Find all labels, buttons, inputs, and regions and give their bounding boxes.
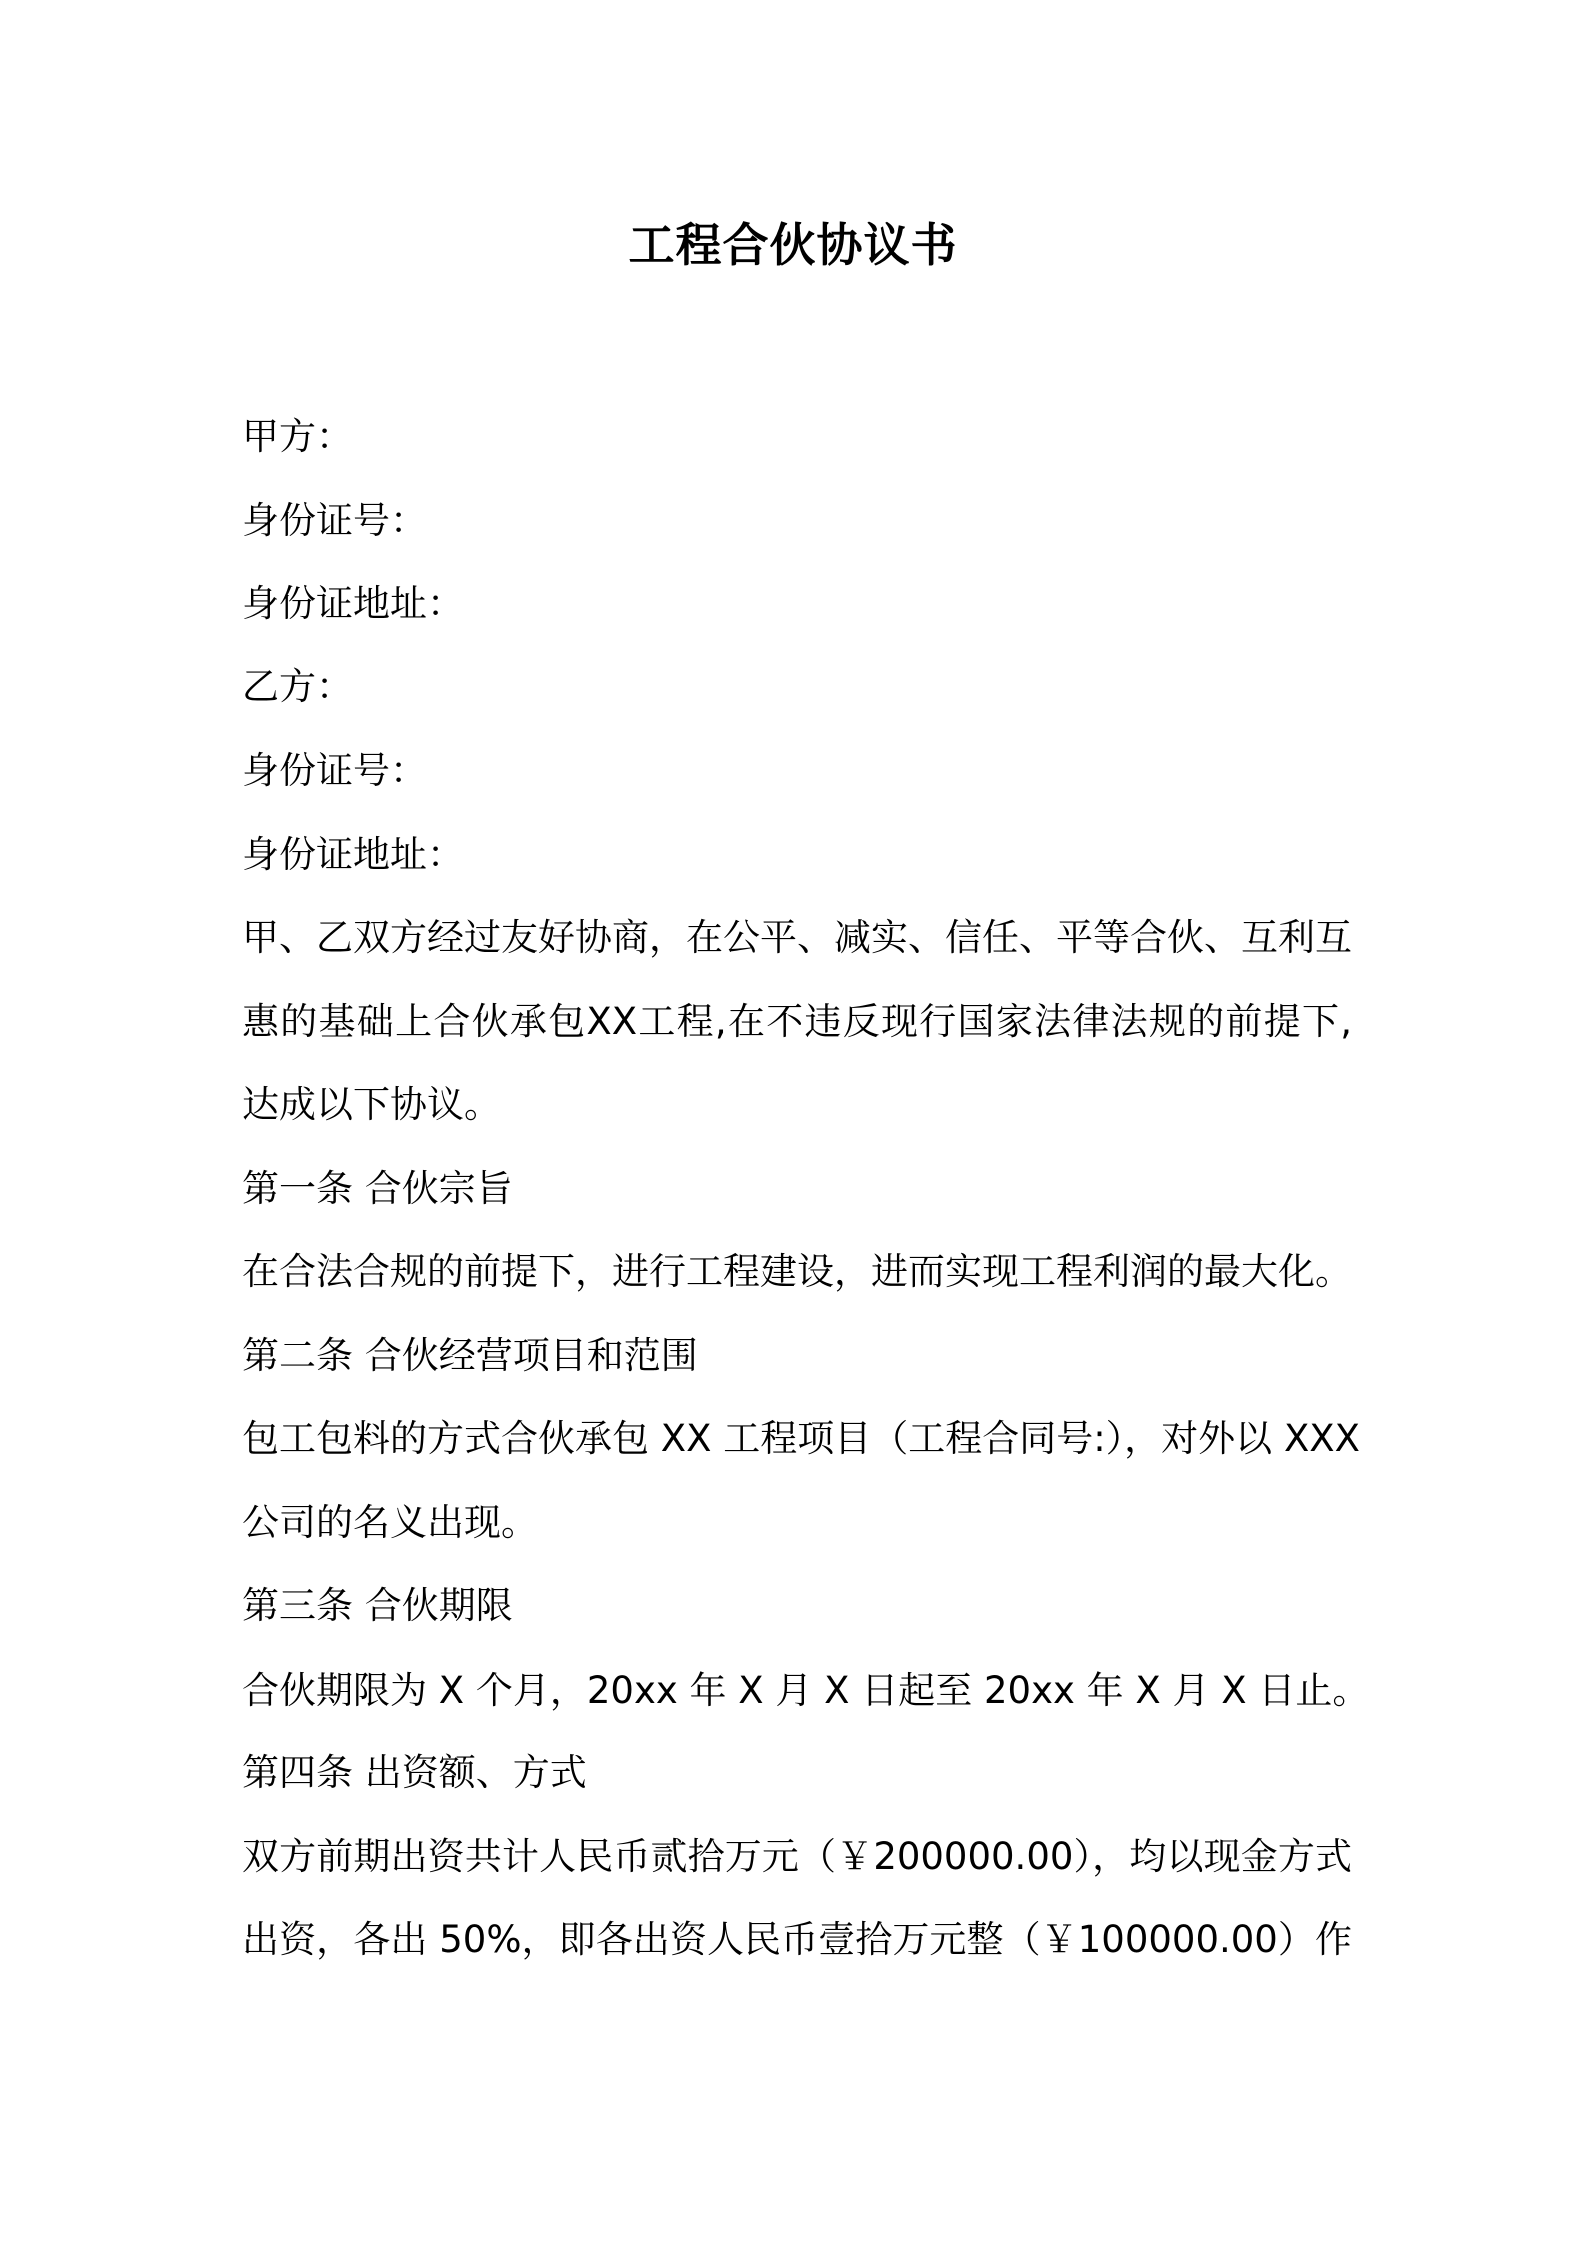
article-4-body-line-1: 双方前期出资共计人民币贰拾万元（￥200000.00），均以现金方式 xyxy=(242,1835,1352,1878)
article-2-body-line-1: 包工包料的方式合伙承包 XX 工程项目（工程合同号:），对外以 XXX xyxy=(242,1417,1360,1460)
party-a-id-number-label: 身份证号： xyxy=(242,499,427,542)
article-3-heading: 第三条 合伙期限 xyxy=(242,1584,513,1627)
party-a-id-address-label: 身份证地址： xyxy=(242,582,464,625)
article-4-heading: 第四条 出资额、方式 xyxy=(242,1751,587,1794)
preamble-line-1: 甲、乙双方经过友好协商，在公平、减实、信任、平等合伙、互利互 xyxy=(242,916,1352,959)
party-b-id-address-label: 身份证地址： xyxy=(242,833,464,876)
article-2-heading: 第二条 合伙经营项目和范围 xyxy=(242,1334,698,1377)
article-4-body-line-2: 出资，各出 50%，即各出资人民币壹拾万元整（￥100000.00）作 xyxy=(242,1918,1352,1961)
article-1-body: 在合法合规的前提下，进行工程建设，进而实现工程利润的最大化。 xyxy=(242,1250,1352,1293)
document-title: 工程合伙协议书 xyxy=(628,218,958,272)
party-b-label: 乙方： xyxy=(242,665,353,708)
preamble-line-3: 达成以下协议。 xyxy=(242,1083,501,1126)
preamble-line-2: 惠的基础上合伙承包XX工程,在不违反现行国家法律法规的前提下, xyxy=(242,1000,1352,1043)
party-a-label: 甲方： xyxy=(242,415,353,458)
article-1-heading: 第一条 合伙宗旨 xyxy=(242,1167,513,1210)
party-b-id-number-label: 身份证号： xyxy=(242,749,427,792)
article-2-body-line-2: 公司的名义出现。 xyxy=(242,1501,538,1544)
article-3-body: 合伙期限为 X 个月，20xx 年 X 月 X 日起至 20xx 年 X 月 X 日止。 xyxy=(242,1669,1370,1712)
